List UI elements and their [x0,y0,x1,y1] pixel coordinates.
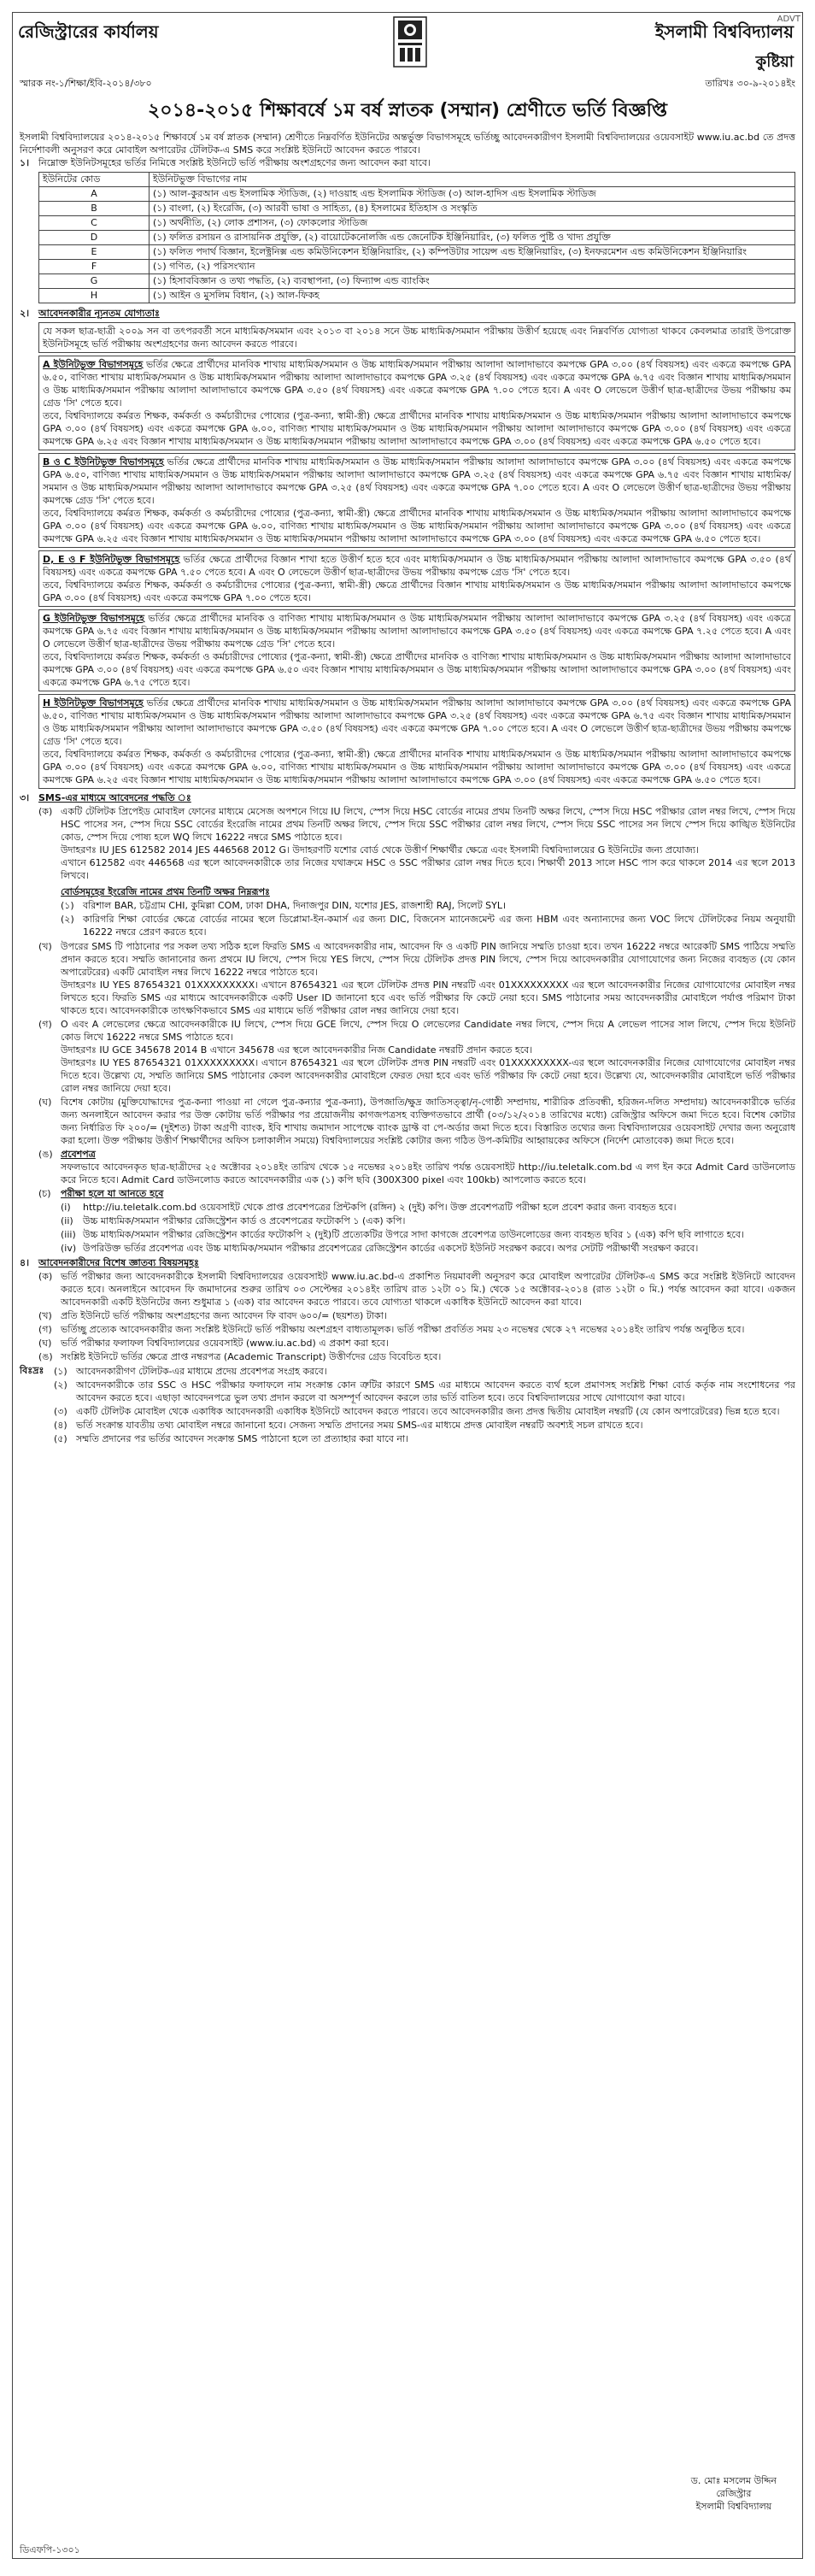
memo-date: তারিখঃ ৩০-৯-২০১৪ইং [705,78,795,89]
list-item: (iv) উপরিউক্ত ভর্তির প্রবেশপত্র এবং উচ্চ মাধ্যমিক/সমমান পরীক্ষার প্রবেশপত্রের রেজিস্ট্রেশন কার্ডের একসেট ইউনিট সংরক্ষণ করবে। অপর সেটটি পরীক্ষার্থী সংরক্ষণ করবে। [61,1243,699,1254]
registrar-office: রেজিস্ট্রারের কার্যালয় [18,21,159,42]
notes-label: বিঃদ্রঃ [20,1365,44,1376]
list-item: (ঘ) বিশেষ কোটায় (মুক্তিযোদ্ধাদের পুত্র-কন্যা পাওয়া না গেলে পুত্র-কন্যার পুত্র-কন্যা), উপজাতি/ক্ষুদ্র জাতিসত্ত্বা/নৃ-গোষ্ঠী সম্প্রদায়, শারীরিক প্রতিবন্ধী, হরিজন-দলিত সম্প্রদায়) আবেদনকারীকে ভর্তির জন্য অনলাইনে আবেদন করার পর উক্ত কোটায় ভর্তি পরীক্ষার পর প্রয়োজনীয় কাগজপত্রসহ ব্যক্তিগতভাবে প্রার্থী (০৩/১২/২০১৪ তারিখের মধ্যে) রেজিস্ট্রার অফিসে জমা দিতে হবে। বিশেষ কোটার জন্য নির্ধারিত ফি ২০০/= (দুইশত) টাকা অগ্রণী ব্যাংক, ইবি শাখায় জমাদান সাপেক্ষে ব্যাংক ড্রাফ্ট বা পে-অর্ডার জমা দিতে হবে। বিস্তারিত তথ্যের জন্য বিশ্ববিদ্যালয়ের ওয়েবসাইট দেখার জন্য অনুরোধ করা হলো। উক্ত পরীক্ষায় উত্তীর্ণ শিক্ষার্থীদের অফিস চলাকালীন সময়ে) বিশ্ববিদ্যালয়ের সংশ্লিষ্ট কোটার জন্য গঠিত উপ-কমিটির আহ্বায়কের অফিসে (নির্দেশ মোতাবেক) জমা দিতে হবে। [38,1097,795,1146]
notes-block [20,1364,795,1446]
list-item: (ক) ভর্তি পরীক্ষার জন্য আবেদনকারীকে ইসলামী বিশ্ববিদ্যালয়ের ওয়েবসাইট www.iu.ac.bd-এ প্রকাশিত নিয়মাবলী অনুসরণ করে মোবাইল অপারেটর টেলিটক-এ SMS করে সংশ্লিষ্ট ইউনিটে আবেদন করতে হবে। অনলাইনে আবেদন ফি জমাদানের শুরুর তারিখ ০৩ সেপ্টেম্বর ২০১৪ইং তারিখ রাত ১২টা ০১ মি.) থেকে ১৫ অক্টোবর-২০১৪ (রাত ১২টা ০ মি.) পর্যন্ত আবেদন করা যাবে। একজন আবেদনকারী একটি ইউনিটের জন্য শুধুমাত্র ১ (এক) বার আবেদন করতে পারবে। তবে যোগ্যতা থাকলে একাধিক ইউনিটে আবেদন করা যাবে। [38,1271,795,1308]
list-item: (৪) ভর্তি সংক্রান্ত যাবতীয় তথ্য মোবাইল নম্বরে জানানো হবে। সেজন্য সম্মতি প্রদানের সময় SMS-এর মাধ্যমে প্রদত্ত মোবাইল নম্বরটি অবশ্যই সচল রাখতে হবে। [54,1420,643,1431]
list-item: (গ) ভর্তিচ্ছু প্রত্যেক আবেদনকারীর জন্য সংশ্লিষ্ট ইউনিটে ভর্তি পরীক্ষায় অংশগ্রহণ বাধ্যতামূলক। ভর্তি পরীক্ষা প্রবর্তিত সময় ২৩ নভেম্বর থেকে ২৭ নভেম্বর ২০১৪ইং তারিখ পর্যন্ত অনুষ্ঠিত হবে। [38,1324,745,1335]
units-col-depts: ইউনিটভুক্ত বিভাগের নাম [150,173,795,187]
list-item: (ii) উচ্চ মাধ্যমিক/সমমান পরীক্ষার রেজিস্ট্রেশন কার্ড ও প্রবেশপত্রের ফটোকপি ১ (এক) কপি। [61,1215,406,1226]
requirement-box-bc: B ও C ইউনিটভুক্ত বিভাগসমূহে ভর্তির ক্ষেত্রে প্রার্থীদের মানবিক শাখায় মাধ্যমিক/সমমান ও উচ্চ মাধ্যমিক/সমমান পরীক্ষায় আলাদা আলাদাভাবে কমপক্ষে GPA ৩.০০ (৪র্থ বিষয়সহ) এবং একত্রে কমপক্ষে GPA ৬.৫০, বাণিজ্য শাখায় মাধ্যমিক/সমমান ও উচ্চ মাধ্যমিক/সমমান পরীক্ষায় আলাদা আলাদাভাবে কমপক্ষে GPA ৩.২৫ (৪র্থ বিষয়সহ) এবং একত্রে কমপক্ষে GPA ৬.৭৫ এবং বিজ্ঞান শাখায় মাধ্যমিক/সমমান ও উচ্চ মাধ্যমিক/সমমান পরীক্ষায় আলাদা আলাদাভাবে কমপক্ষে GPA ৩.২৫ (৪র্থ বিষয়সহ) এবং একত্রে কমপক্ষে GPA ৭.০০ পেতে হবে। A এবং O লেভেলে উত্তীর্ণ ছাত্র-ছাত্রীদের উভয় পরীক্ষায় কমপক্ষে গ্রেড 'সি' পেতে হবে। তবে, বিশ্ববিদ্যালয়ে কর্মরত শিক্ষক, কর্মকর্তা ও কর্মচারীদের পোষ্যের (পুত্র-কন্যা, স্বামী-স্ত্রী) ক্ষেত্রে প্রার্থীদের মানবিক শাখায় মাধ্যমিক/সমমান ও উচ্চ মাধ্যমিক/সমমান পরীক্ষায় আলাদা আলাদাভাবে কমপক্ষে GPA ৩.০০ (৪র্থ বিষয়সহ) এবং একত্রে কমপক্ষে GPA ৬.০০, বাণিজ্য শাখায় মাধ্যমিক/সমমান ও উচ্চ মাধ্যমিক/সমমান পরীক্ষায় আলাদা আলাদাভাবে কমপক্ষে GPA ৩.০০ (৪র্থ বিষয়সহ) এবং একত্রে কমপক্ষে GPA ৬.২৫ এবং বিজ্ঞান শাখায় মাধ্যমিক/সমমান ও উচ্চ মাধ্যমিক/সমমান পরীক্ষায় আলাদা আলাদাভাবে কমপক্ষে GPA ৩.০০ (৪র্থ বিষয়সহ) এবং একত্রে কমপক্ষে GPA ৬.৫০ পেতে হবে। [38,453,795,548]
footer-code: ডিএফপি-১৩০১ [20,2544,80,2555]
list-item: (চ) পরীক্ষা হলে যা আনতে হবে (i) http://iu.teletalk.com.bd ওয়েবসাইট থেকে প্রাপ্ত প্রবেশপত্রের প্রিন্টকপি (রঙ্গিন) ২ (দুই) কপি। উক্ত প্রবেশপত্রটি পরীক্ষা হলে প্রবেশ করার জন্য ব্যবহৃত হবে। (ii) উচ্চ মাধ্যমিক/সমমান পরীক্ষার রেজিস্ট্রেশন কার্ড ও প্রবেশপত্রের ফটোকপি ১ (এক) কপি। (iii) উচ্চ মাধ্যমিক/সমমান পরীক্ষার রেজিস্ট্রেশন কার্ডের ফটোকপি ২ (দুই)টি প্রত্যেকটির উপরে সাদা কাগজে প্রবেশপত্র ডাউনলোডের জন্য ব্যবহৃত ছবির ১ (এক) কপি ছবি লাগাতে হবে। (iv) উপরিউক্ত ভর্তির প্রবেশপত্র এবং উচ্চ মাধ্যমিক/সমমান পরীক্ষার প্রবেশপত্রের রেজিস্ট্রেশন কার্ডের একসেট ইউনিট সংরক্ষণ করবে। অপর সেটটি পরীক্ষার্থী সংরক্ষণ করবে। [38,1187,795,1256]
requirement-box-g: G ইউনিটভুক্ত বিভাগসমূহে ভর্তির ক্ষেত্রে প্রার্থীদের মানবিক ও বাণিজ্য শাখায় মাধ্যমিক/সমমান ও উচ্চ মাধ্যমিক/সমমান পরীক্ষায় আলাদা আলাদাভাবে কমপক্ষে GPA ৩.২৫ (৪র্থ বিষয়সহ) এবং একত্রে কমপক্ষে GPA ৬.৭৫ এবং বিজ্ঞান শাখায় মাধ্যমিক/সমমান ও উচ্চ মাধ্যমিক/সমমান পরীক্ষায় আলাদা আলাদাভাবে কমপক্ষে GPA ৩.৫০ (৪র্থ বিষয়সহ) এবং একত্রে কমপক্ষে GPA ৭.২৫ পেতে হবে। A এবং O লেভেলে উত্তীর্ণ ছাত্র-ছাত্রীদের উভয় পরীক্ষায় কমপক্ষে গ্রেড 'সি' পেতে হবে। তবে, বিশ্ববিদ্যালয়ে কর্মরত শিক্ষক, কর্মকর্তা ও কর্মচারীদের পোষ্যের (পুত্র-কন্যা, স্বামী-স্ত্রী) ক্ষেত্রে প্রার্থীদের মানবিক ও বাণিজ্য শাখায় মাধ্যমিক/সমমান ও উচ্চ মাধ্যমিক/সমমান পরীক্ষায় আলাদা আলাদাভাবে কমপক্ষে GPA ৩.০০ (৪র্থ বিষয়সহ) এবং একত্রে কমপক্ষে GPA ৬.৫০ এবং বিজ্ঞান শাখায় মাধ্যমিক/সমমান ও উচ্চ মাধ্যমিক/সমমান পরীক্ষায় আলাদা আলাদাভাবে কমপক্ষে GPA ৩.০০ (৪র্থ বিষয়সহ) এবং একত্রে কমপক্ষে GPA ৬.৭৫ পেতে হবে। [38,609,795,691]
table-row: G (১) হিসাববিজ্ঞান ও তথ্য পদ্ধতি, (২) ব্যবস্থাপনা, (৩) ফিন্যান্স এন্ড ব্যাংকিং [39,274,795,289]
list-item: (ক) একটি টেলিটক প্রিপেইড মোবাইল ফোনের মাধ্যমে মেসেজ অপশনে গিয়ে IU লিখে, স্পেস দিয়ে HSC বোর্ডের নামের প্রথম তিনটি অক্ষর লিখে, স্পেস দিয়ে HSC পরীক্ষার রোল নম্বর লিখে, স্পেস দিয়ে HSC পাসের সন, স্পেস দিয়ে SSC বোর্ডের ইংরেজি নামের প্রথম তিনটি অক্ষর লিখে, স্পেস দিয়ে SSC পরীক্ষার রোল নম্বর লিখে, স্পেস দিয়ে SSC পাসের সন লিখে স্পেস দিয়ে কাঙ্খিত ইউনিটের কোড, স্পেস দিয়ে পোষ্য হলে WQ লিখে 16222 নম্বরে SMS পাঠাতে হবে। উদাহরণঃ IU JES 612582 2014 JES 446568 2012 G। উদাহরণটি যশোর বোর্ড থেকে উত্তীর্ণ শিক্ষার্থীর ক্ষেত্রে এবং ইসলামী বিশ্ববিদ্যালয়ের G ইউনিটের জন্য প্রযোজ্য। এখানে 612582 এবং 446568 এর স্থলে আবেদনকারীকে তার নিজের যথাক্রমে HSC ও SSC পরীক্ষার রোল নম্বর দিতে হবে। শিক্ষার্থী 2013 সালে HSC পাস করে থাকলে 2014 এর স্থলে 2013 লিখবে। বোর্ডসমূহের ইংরেজি নামের প্রথম তিনটি অক্ষর নিম্নরূপঃ (১) বরিশাল BAR, চট্টগ্রাম CHI, কুমিল্লা COM, ঢাকা DHA, দিনাজপুর DIN, যশোর JES, রাজশাহী RAJ, সিলেট SYL। (২) কারিগরি শিক্ষা বোর্ডের ক্ষেত্রে বোর্ডের নামের স্থলে ডিপ্লোমা-ইন-কমার্স এর জন্য DIC, বিজনেস ম্যানেজমেন্ট এর জন্য HBM এবং অন্যান্যদের জন্য VOC লিখে টেলিটকের নিয়ম অনুযায়ী 16222 নম্বরে প্রেরণ করতে হবে। [38,806,795,938]
signature-block [691,2474,777,2513]
intro-paragraph: ইসলামী বিশ্ববিদ্যালয়ের ২০১৪-২০১৫ শিক্ষাবর্ষে ১ম বর্ষ স্নাতক (সম্মান) শ্রেণীতে নিম্নবর্ণিত ইউনিটের অন্তর্ভুক্ত বিভাগসমূহে ভর্তিচ্ছু আবেদনকারীগণ ইসলামী বিশ্ববিদ্যালয়ের ওয়েবসাইট www.iu.ac.bd তে প্রদত্ত নির্দেশাবলী অনুসরণ করে মোবাইল অপারেটর টেলিটক-এ SMS করে সংশ্লিষ্ট ইউনিটে আবেদন করতে পারবে। [20,132,795,156]
section-4 [13,1256,802,1446]
table-row: F (১) গণিত, (২) পরিসংখ্যান [39,260,795,274]
list-item: (গ) O এবং A লেভেলের ক্ষেত্রে আবেদনকারীকে IU লিখে, স্পেস দিয়ে GCE লিখে, স্পেস দিয়ে O লেভেলের Candidate নম্বর লিখে, স্পেস দিয়ে A লেভেল পাসের সাল লিখে, স্পেস দিয়ে ইউনিট কোড লিখে 16222 নম্বরে SMS পাঠাতে হবে। উদাহরণঃ IU GCE 345678 2014 B এখানে 345678 এর স্থলে আবেদনকারীর নিজ Candidate নম্বরটি প্রদান করতে হবে। উদাহরণঃ IU YES 87654321 01XXXXXXXXX। এখানে 87654321 এর স্থলে টেলিটক প্রদত্ত PIN নম্বরটি এবং 01XXXXXXXXX-এর স্থলে আবেদনকারীর নিজের যোগাযোগের মোবাইল নম্বর দিতে হবে। উল্লেখ্য যে, সম্মতি জানিয়ে SMS পাঠানোর কেবল আবেদনকারীর মোবাইলে ফেরত দেয়া হবে এবং ভর্তি পরীক্ষার ফি কেটে নেয়া হবে। উল্লেখ্য যে, আবেদনকারীর মোবাইলে ভর্তি পরীক্ষার রোল নম্বর জানিয়ে দেয়া হবে। [38,1019,795,1094]
signatory-org: ইসলামী বিশ্ববিদ্যালয় [695,2501,772,2512]
list-item: (১) বরিশাল BAR, চট্টগ্রাম CHI, কুমিল্লা COM, ঢাকা DHA, দিনাজপুর DIN, যশোর JES, রাজশাহী RAJ, সিলেট SYL। [61,900,507,911]
table-row: D (১) ফলিত রসায়ন ও রাসায়নিক প্রযুক্তি, (২) বায়োটেকনোলজি এন্ড জেনেটিক ইঞ্জিনিয়ারিং, (৩) ফলিত পুষ্টি ও খাদ্য প্রযুক্তি [39,231,795,245]
notice-title: ২০১৪-২০১৫ শিক্ষাবর্ষে ১ম বর্ষ স্নাতক (সম্মান) শ্রেণীতে ভর্তি বিজ্ঞপ্তি [147,100,668,121]
section-3-heading: SMS-এর মাধ্যমে আবেদনের পদ্ধতি ঃ [38,792,191,803]
ad-tag: ADVT [777,15,800,24]
table-row: H (১) আইন ও মুসলিম বিধান, (২) আল-ফিকহ [39,289,795,303]
list-item: (খ) প্রতি ইউনিটে ভর্তি পরীক্ষায় অংশগ্রহণের জন্য আবেদন ফি বাবদ ৬০০/= (ছয়শত) টাকা। [38,1310,387,1321]
section-2-heading: আবেদনকারীর ন্যূনতম যোগ্যতাঃ [38,308,160,319]
notice-page [12,12,803,2559]
signatory-name: ড. মোঃ মসলেম উদ্দিন [690,2475,777,2486]
section-2 [13,307,802,791]
section-1-number: ১। [20,157,30,168]
table-row: B (১) বাংলা, (২) ইংরেজি, (৩) আরবী ভাষা ও সাহিত্য, (৪) ইসলামের ইতিহাস ও সংস্কৃতি [39,202,795,216]
section-4-heading: আবেদনকারীদের বিশেষ জ্ঞাতব্য বিষয়সমূহঃ [38,1257,199,1268]
list-item: (খ) উপরের SMS টি পাঠানোর পর সকল তথ্য সঠিক হলে ফিরতি SMS এ আবেদনকারীর নাম, আবেদন ফি ও একটি PIN জানিয়ে সম্মতি চাওয়া হবে। তখন 16222 নম্বরে আরেকটি SMS পাঠিয়ে সম্মতি প্রদান করতে হবে। সম্মতি জানানোর জন্য প্রথমে IU লিখে, স্পেস দিয়ে YES লিখে, স্পেস দিয়ে টেলিটক প্রদত্ত PIN লিখে, স্পেস দিয়ে আবেদনকারীর যোগাযোগের জন্য নিজের ব্যবহৃত (যে কোন অপারেটরের) একটি মোবাইল নম্বর লিখে 16222 নম্বরে পাঠাতে হবে। উদাহরণঃ IU YES 87654321 01XXXXXXXXX। এখানে 87654321 এর স্থলে টেলিটক প্রদত্ত PIN নম্বরটি এবং 01XXXXXXXXX এর স্থলে আবেদনকারীর নিজের যোগাযোগের মোবাইল নম্বর লিখতে হবে। ফিরতি SMS এর মাধ্যমে আবেদনকারীকে একটি User ID জানানো হবে এবং ভর্তি পরীক্ষার ফি কেটে নেয়া হবে। SMS পাঠানোর সময় আবেদনকারীর মোবাইলে পর্যাপ্ত পরিমাণ টাকা থাকতে হবে। আবেদনকারীকে তাৎক্ষণিকভাবে SMS এর মাধ্যমে ভর্তি পরীক্ষার রোল নম্বর জানিয়ে দেয়া হবে। [38,941,795,1016]
list-item: (২) কারিগরি শিক্ষা বোর্ডের ক্ষেত্রে বোর্ডের নামের স্থলে ডিপ্লোমা-ইন-কমার্স এর জন্য DIC, বিজনেস ম্যানেজমেন্ট এর জন্য HBM এবং অন্যান্যদের জন্য VOC লিখে টেলিটকের নিয়ম অনুযায়ী 16222 নম্বরে প্রেরণ করতে হবে। [61,914,795,938]
section-1 [13,156,802,307]
section-2-number: ২। [20,308,30,319]
memo-number: স্মারক নং-১/শিক্ষা/ইবি-২০১৪/৩৮০ [20,78,152,89]
units-col-code: ইউনিটের কোড [39,173,150,187]
list-item: (i) http://iu.teletalk.com.bd ওয়েবসাইট থেকে প্রাপ্ত প্রবেশপত্রের প্রিন্টকপি (রঙ্গিন) ২ (দুই) কপি। উক্ত প্রবেশপত্রটি পরীক্ষা হলে প্রবেশ করার জন্য ব্যবহৃত হবে। [61,1202,677,1213]
university-name: ইসলামী বিশ্ববিদ্যালয় [654,21,794,42]
memo-row [13,74,802,94]
list-item: (iii) উচ্চ মাধ্যমিক/সমমান পরীক্ষার রেজিস্ট্রেশন কার্ডের ফটোকপি ২ (দুই)টি প্রত্যেকটির উপরে সাদা কাগজে প্রবেশপত্র ডাউনলোডের জন্য ব্যবহৃত ছবির ১ (এক) কপি ছবি লাগাতে হবে। [61,1229,744,1240]
section-2-lead: যে সকল ছাত্র-ছাত্রী ২০০৯ সন বা তৎপরবর্তী সনে মাধ্যমিক/সমমান এবং ২০১৩ বা ২০১৪ সনে উচ্চ মাধ্যমিক/সমমান পরীক্ষায় উত্তীর্ণ হয়েছে এবং নিম্নবর্ণিত যোগ্যতা থাকবে কেবলমাত্র তারাই উপরোক্ত ইউনিটসমূহে ভর্তি পরীক্ষায় অংশগ্রহণের জন্য আবেদন করতে পারবে। [38,322,795,353]
university-block [655,20,794,76]
requirement-box-h: H ইউনিটভুক্ত বিভাগসমূহে ভর্তির ক্ষেত্রে প্রার্থীদের মানবিক শাখায় মাধ্যমিক/সমমান ও উচ্চ মাধ্যমিক/সমমান পরীক্ষায় আলাদা আলাদাভাবে কমপক্ষে GPA ৩.০০ (৪র্থ বিষয়সহ) এবং একত্রে কমপক্ষে GPA ৬.৫০, বাণিজ্য শাখায় মাধ্যমিক/সমমান ও উচ্চ মাধ্যমিক/সমমান পরীক্ষায় আলাদা আলাদাভাবে কমপক্ষে GPA ৩.২৫ (৪র্থ বিষয়সহ) এবং একত্রে কমপক্ষে GPA ৬.৭৫ এবং বিজ্ঞান শাখায় মাধ্যমিক/সমমান ও উচ্চ মাধ্যমিক/সমমান পরীক্ষায় আলাদা আলাদাভাবে কমপক্ষে GPA ৩.৫০ (৪র্থ বিষয়সহ) এবং একত্রে কমপক্ষে GPA ৭.০০ পেতে হবে। A এবং O লেভেলে উত্তীর্ণ ছাত্র-ছাত্রীদের উভয় পরীক্ষায় কমপক্ষে গ্রেড 'সি' পেতে হবে। তবে, বিশ্ববিদ্যালয়ে কর্মরত শিক্ষক, কর্মকর্তা ও কর্মচারীদের পোষ্যের (পুত্র-কন্যা, স্বামী-স্ত্রী) ক্ষেত্রে প্রার্থীদের মানবিক শাখায় মাধ্যমিক/সমমান ও উচ্চ মাধ্যমিক/সমমান পরীক্ষায় আলাদা আলাদাভাবে কমপক্ষে GPA ৩.০০ (৪র্থ বিষয়সহ) এবং একত্রে কমপক্ষে GPA ৬.০০, বাণিজ্য শাখায় মাধ্যমিক/সমমান ও উচ্চ মাধ্যমিক/সমমান পরীক্ষায় আলাদা আলাদাভাবে কমপক্ষে GPA ৩.০০ (৪র্থ বিষয়সহ) এবং একত্রে কমপক্ষে GPA ৬.২৫ এবং বিজ্ঞান শাখায় মাধ্যমিক/সমমান ও উচ্চ মাধ্যমিক/সমমান পরীক্ষায় আলাদা আলাদাভাবে কমপক্ষে GPA ৩.০০ (৪র্থ বিষয়সহ) এবং একত্রে কমপক্ষে GPA ৬.৫০ পেতে হবে। [38,694,795,789]
list-item: (৩) একটি টেলিটক মোবাইল থেকে একাধিক আবেদনকারী একাধিক ইউনিটে আবেদন করতে পারবে। তবে আবেদনকারীর জন্য প্রদত্ত দ্বিতীয় মোবাইল নম্বরটি (যে কোন অপারেটরের) ভিন্ন হতে হবে। [54,1406,780,1417]
section-3-number: ৩। [20,792,30,803]
list-item: (ঘ) ভর্তি পরীক্ষার ফলাফল বিশ্ববিদ্যালয়ের ওয়েবসাইট (www.iu.ac.bd) এ প্রকাশ করা হবে। [38,1338,389,1349]
university-logo-icon [393,16,427,68]
requirement-box-a: A ইউনিটভুক্ত বিভাগসমূহে ভর্তির ক্ষেত্রে প্রার্থীদের মানবিক শাখায় মাধ্যমিক/সমমান ও উচ্চ মাধ্যমিক/সমমান পরীক্ষায় আলাদা আলাদাভাবে কমপক্ষে GPA ৩.০০ (৪র্থ বিষয়সহ) এবং একত্রে কমপক্ষে GPA ৬.৫০, বাণিজ্য শাখায় মাধ্যমিক/সমমান ও উচ্চ মাধ্যমিক/সমমান পরীক্ষায় আলাদা আলাদাভাবে কমপক্ষে GPA ৩.২৫ (৪র্থ বিষয়সহ) এবং একত্রে কমপক্ষে GPA ৬.৭৫ এবং বিজ্ঞান শাখায় মাধ্যমিক/সমমান ও উচ্চ মাধ্যমিক/সমমান পরীক্ষায় আলাদা আলাদাভাবে কমপক্ষে GPA ৩.৫০ (৪র্থ বিষয়সহ) এবং একত্রে কমপক্ষে GPA ৭.০০ পেতে হবে। A এবং O লেভেলে উত্তীর্ণ ছাত্র-ছাত্রীদের উভয় পরীক্ষায় কম গ্রেড 'সি' পেতে হবে। তবে, বিশ্ববিদ্যালয়ে কর্মরত শিক্ষক, কর্মকর্তা ও কর্মচারীদের পোষ্যের (পুত্র-কন্যা, স্বামী-স্ত্রী) ক্ষেত্রে প্রার্থীদের মানবিক শাখায় মাধ্যমিক/সমমান ও উচ্চ মাধ্যমিক/সমমান পরীক্ষায় আলাদা আলাদাভাবে কমপক্ষে GPA ৩.০০ (৪র্থ বিষয়সহ) এবং একত্রে কমপক্ষে GPA ৬.০০, বাণিজ্য শাখায় মাধ্যমিক/সমমান ও উচ্চ মাধ্যমিক/সমমান পরীক্ষায় আলাদা আলাদাভাবে কমপক্ষে GPA ৩.০০ (৪র্থ বিষয়সহ) এবং একত্রে কমপক্ষে GPA ৬.২৫ এবং বিজ্ঞান শাখায় মাধ্যমিক/সমমান ও উচ্চ মাধ্যমিক/সমমান পরীক্ষায় আলাদা আলাদাভাবে কমপক্ষে GPA ৩.০০ (৪র্থ বিষয়সহ) এবং একত্রে কমপক্ষে GPA ৬.৫০ পেতে হবে। [38,356,795,450]
table-row: A (১) আল-কুরআন এন্ড ইসলামিক স্টাডিজ, (২) দাওয়াহ এন্ড ইসলামিক স্টাডিজ (৩) আল-হাদিস এন্ড ইসলামিক স্টাডিজ [39,187,795,202]
signatory-title: রেজিস্ট্রার [716,2488,752,2499]
section-3 [13,791,802,1256]
list-item: (ঙ) প্রবেশপত্র সফলভাবে আবেদনকৃত ছাত্র-ছাত্রীদের ২৫ অক্টোবর ২০১৪ইং তারিখ থেকে ১৫ নভেম্বর ২০১৪ইং তারিখ পর্যন্ত ওয়েবসাইট http://iu.teletalk.com.bd এ লগ ইন করে Admit Card ডাউনলোড করে নিতে হবে। Admit Card ডাউনলোড করতে আবেদনকারীর এক (১) কপি ছবি (300X300 pixel এবং 100kb) আপলোড করতে হবে। [38,1149,795,1185]
header [13,13,802,74]
units-table [38,172,795,303]
section-4-number: ৪। [20,1257,30,1268]
table-row: E (১) ফলিত পদার্থ বিজ্ঞান, ইলেক্ট্রনিক্স এন্ড কমিউনিকেশন ইঞ্জিনিয়ারিং, (২) কম্পিউটার সায়েন্স এন্ড ইঞ্জিনিয়ারিং, (৩) ইনফরমেশন এন্ড কমিউনিকেশন ইঞ্জিনিয়ারিং [39,245,795,260]
section-1-lead: নিম্নোক্ত ইউনিটসমূহের ভর্তির নিমিত্তে সংশ্লিষ্ট ইউনিটে ভর্তি পরীক্ষায় অংশগ্রহণের জন্য আবেদন করা যাবে। [38,157,431,168]
requirement-box-def: D, E ও F ইউনিটভুক্ত বিভাগসমূহে ভর্তির ক্ষেত্রে প্রার্থীদের বিজ্ঞান শাখা হতে উত্তীর্ণ হতে হবে এবং মাধ্যমিক/সমমান ও উচ্চ মাধ্যমিক/সমমান পরীক্ষায় আলাদা আলাদাভাবে কমপক্ষে GPA ৩.৫০ (৪র্থ বিষয়সহ) এবং একত্রে কমপক্ষে GPA ৭.৫০ পেতে হবে। A এবং O লেভেলে উত্তীর্ণ ছাত্র-ছাত্রীদের উভয় পরীক্ষায় কমপক্ষে গ্রেড 'সি' পেতে হবে। তবে, বিশ্ববিদ্যালয়ে কর্মরত শিক্ষক, কর্মকর্তা ও কর্মচারীদের পোষ্যের (পুত্র-কন্যা, স্বামী-স্ত্রী) ক্ষেত্রে প্রার্থীদের বিজ্ঞান শাখায় মাধ্যমিক/সমমান ও উচ্চ মাধ্যমিক/সমমান পরীক্ষায় আলাদা আলাদাভাবে কমপক্ষে GPA ৩.০০ (৪র্থ বিষয়সহ) এবং একত্রে কমপক্ষে GPA ৭.০০ পেতে হবে। [38,550,795,607]
university-city: কুষ্টিয়া [755,53,794,71]
list-item: (২) আবেদনকারীকে তার SSC ও HSC পরীক্ষার ফলাফলে নাম সংক্রান্ত কোন ত্রুটির কারণে SMS এর মাধ্যমে আবেদন করতে ব্যর্থ হলে প্রমাণসহ সংশ্লিষ্ট শিক্ষা বোর্ড কর্তৃক নাম সংশোধনের পর আবেদন করতে হবে। এছাড়া আবেদনপত্রে ভুল তথ্য প্রদান করলে বা অসম্পূর্ণ আবেদন করলে তার ভর্তি বাতিল হবে। তবে বিশ্ববিদ্যালয়ের সাথে যোগাযোগ করা যাবে। [54,1379,795,1403]
list-item: (১) আবেদনকারীগণ টেলিটক-এর মাধ্যমে প্রদেয় প্রবেশপত্র সংগ্রহ করবে। [54,1366,327,1377]
list-item: (৫) সম্মতি প্রদানের পর ভর্তির আবেদন সংক্রান্ত SMS পাঠানো হলে তা প্রত্যাহার করা যাবে না। [54,1433,409,1444]
table-row: C (১) অর্থনীতি, (২) লোক প্রশাসন, (৩) ফোকলোর স্টাডিজ [39,216,795,231]
list-item: (ঙ) সংশ্লিষ্ট ইউনিটে ভর্তির ক্ষেত্রে প্রাপ্ত নম্বরপত্র (Academic Transcript) উত্তীর্ণদের গ্রেড বিবেচিত হবে। [38,1351,442,1362]
